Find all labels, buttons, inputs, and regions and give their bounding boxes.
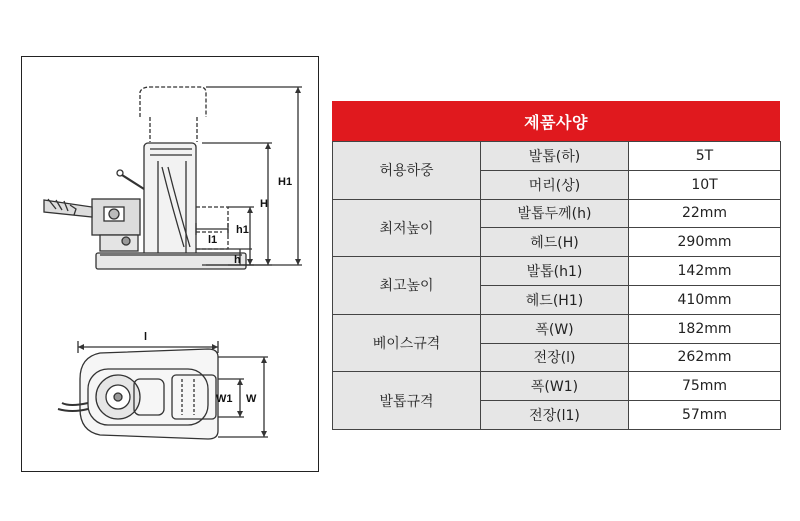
spec-item-value: 10T (629, 170, 781, 199)
spec-item-value: 410mm (629, 285, 781, 314)
spec-group-name: 베이스규격 (333, 314, 481, 372)
spec-item-label: 발톱(h1) (481, 257, 629, 286)
table-row (333, 257, 781, 286)
spec-table-container (332, 101, 780, 429)
label-W: W (246, 393, 257, 405)
label-h: h (234, 254, 241, 266)
spec-item-label: 헤드(H1) (481, 285, 629, 314)
spec-item-value: 5T (629, 142, 781, 171)
spec-item-label: 전장(l1) (481, 401, 629, 430)
label-l1: l1 (208, 234, 218, 246)
spec-item-value: 262mm (629, 343, 781, 372)
spec-item-value: 290mm (629, 228, 781, 257)
spec-item-label: 폭(W) (481, 314, 629, 343)
spec-item-label: 폭(W1) (481, 372, 629, 401)
table-row (333, 142, 781, 171)
spec-item-value: 22mm (629, 199, 781, 228)
spec-item-value: 142mm (629, 257, 781, 286)
spec-item-label: 발톱(하) (481, 142, 629, 171)
spec-item-value: 182mm (629, 314, 781, 343)
label-l: l (144, 331, 148, 343)
spec-item-label: 헤드(H) (481, 228, 629, 257)
spec-group-name: 발톱규격 (333, 372, 481, 430)
table-row (333, 314, 781, 343)
spec-item-label: 전장(l) (481, 343, 629, 372)
jack-drawing (22, 57, 320, 473)
spec-table (332, 141, 781, 430)
label-W1: W1 (216, 393, 233, 405)
spec-group-name: 허용하중 (333, 142, 481, 200)
spec-item-label: 발톱두께(h) (481, 199, 629, 228)
jack-diagram (21, 56, 319, 472)
label-H: H (260, 198, 268, 210)
spec-group-name: 최고높이 (333, 257, 481, 315)
spec-group-name: 최저높이 (333, 199, 481, 257)
label-H1: H1 (278, 176, 293, 188)
table-row (333, 199, 781, 228)
label-h1: h1 (236, 224, 249, 236)
spec-item-value: 75mm (629, 372, 781, 401)
spec-title: 제품사양 (332, 101, 780, 141)
spec-item-value: 57mm (629, 401, 781, 430)
spec-item-label: 머리(상) (481, 170, 629, 199)
table-row (333, 372, 781, 401)
